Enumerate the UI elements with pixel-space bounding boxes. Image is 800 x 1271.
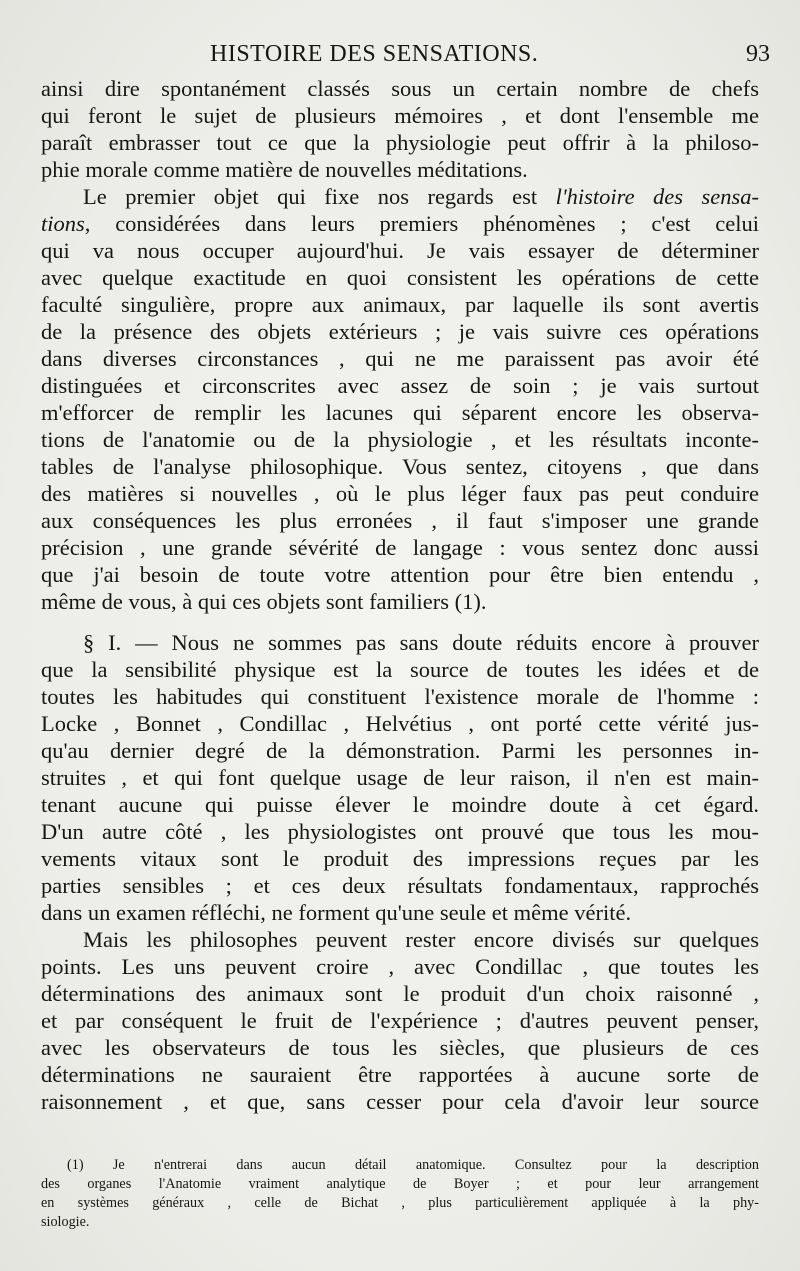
footnote-line: (1) Je n'entrerai dans aucun détail anatomique. Consultez pour la description — [67, 1157, 759, 1173]
text-line: tions, considérées dans leurs premiers phénomènes ; c'est celui — [41, 211, 759, 236]
paragraph-4 — [41, 926, 759, 1115]
text-line: ainsi dire spontanément classés sous un certain nombre de chefs — [41, 76, 759, 101]
text-line: qui va nous occuper aujourd'hui. Je vais essayer de déterminer — [41, 238, 759, 263]
text-line: toutes les habitudes qui constituent l'existence morale de l'homme : — [41, 684, 759, 709]
text-line: struites , et qui font quelque usage de leur raison, il n'en est main- — [41, 765, 759, 790]
text-line: raisonnement , et que, sans cesser pour cela d'avoir leur source — [41, 1089, 759, 1114]
paragraph-3 — [41, 629, 759, 926]
text-line: et par conséquent le fruit de l'expérience ; d'autres peuvent penser, — [41, 1008, 759, 1033]
text-line: vements vitaux sont le produit des impressions reçues par les — [41, 846, 759, 871]
text-line: dans un examen réfléchi, ne forment qu'une seule et même vérité. — [41, 900, 632, 925]
text-line: D'un autre côté , les physiologistes ont prouvé que tous les mou- — [41, 819, 759, 844]
page-number: 93 — [746, 41, 770, 67]
text-line: Le premier objet qui fixe nos regards est l'histoire des sensa- — [83, 184, 759, 209]
paragraph-2 — [41, 183, 759, 615]
text-line: avec les observateurs de tous les siècles, que plusieurs de ces — [41, 1035, 759, 1060]
body-text — [41, 75, 759, 1115]
paragraph-gap — [41, 615, 759, 629]
text-line: tenant aucune qui puisse élever le moindre doute à cet égard. — [41, 792, 759, 817]
text-line: Locke , Bonnet , Condillac , Helvétius , ont porté cette vérité jus- — [41, 711, 759, 736]
text-line: précision , une grande sévérité de langage : vous sentez donc aussi — [41, 535, 759, 560]
text-line: dans diverses circonstances , qui ne me paraissent pas avoir été — [41, 346, 759, 371]
text-line: m'efforcer de remplir les lacunes qui séparent encore les observa- — [41, 400, 759, 425]
text-line: distinguées et circonscrites avec assez de soin ; je vais surtout — [41, 373, 759, 398]
paragraph-1 — [41, 75, 759, 183]
text-line: tables de l'analyse philosophique. Vous sentez, citoyens , que dans — [41, 454, 759, 479]
text-line: aux conséquences les plus erronées , il faut s'imposer une grande — [41, 508, 759, 533]
footnote-line: en systèmes généraux , celle de Bichat , plus particulièrement appliquée à la phy- — [41, 1195, 759, 1211]
text-line: que la sensibilité physique est la source de toutes les idées et de — [41, 657, 759, 682]
text-line: paraît embrasser tout ce que la physiologie peut offrir à la philoso- — [41, 130, 759, 155]
text-line: de la présence des objets extérieurs ; je vais suivre ces opérations — [41, 319, 759, 344]
text-line: qui feront le sujet de plusieurs mémoires , et dont l'ensemble me — [41, 103, 759, 128]
text-line: tions de l'anatomie ou de la physiologie , et les résultats inconte- — [41, 427, 759, 452]
footnote — [41, 1156, 759, 1232]
text-line: des matières si nouvelles , où le plus léger faux pas peut conduire — [41, 481, 759, 506]
text-line: faculté singulière, propre aux animaux, par laquelle ils sont avertis — [41, 292, 759, 317]
text-line: phie morale comme matière de nouvelles méditations. — [41, 157, 528, 182]
text-line: points. Les uns peuvent croire , avec Condillac , que toutes les — [41, 954, 759, 979]
text-line: que j'ai besoin de toute votre attention pour être bien entendu , — [41, 562, 759, 587]
running-title: HISTOIRE DES SENSATIONS. — [210, 41, 539, 67]
text-line: qu'au dernier degré de la démonstration. Parmi les personnes in- — [41, 738, 759, 763]
text-line: même de vous, à qui ces objets sont familiers (1). — [41, 589, 487, 614]
text-line: Mais les philosophes peuvent rester encore divisés sur quelques — [83, 927, 759, 952]
text-line: § I. — Nous ne sommes pas sans doute réduits encore à prouver — [83, 630, 759, 655]
text-line: avec quelque exactitude en quoi consistent les opérations de cette — [41, 265, 759, 290]
text-line: parties sensibles ; et ces deux résultats fondamentaux, rapprochés — [41, 873, 759, 898]
text-line: déterminations ne sauraient être rapportées à aucune sorte de — [41, 1062, 759, 1087]
footnote-line: des organes l'Anatomie vraiment analytique de Boyer ; et pour leur arrangement — [41, 1176, 759, 1192]
text-line: déterminations des animaux sont le produit d'un choix raisonné , — [41, 981, 759, 1006]
footnote-line: siologie. — [41, 1214, 90, 1230]
page-header — [0, 36, 800, 72]
